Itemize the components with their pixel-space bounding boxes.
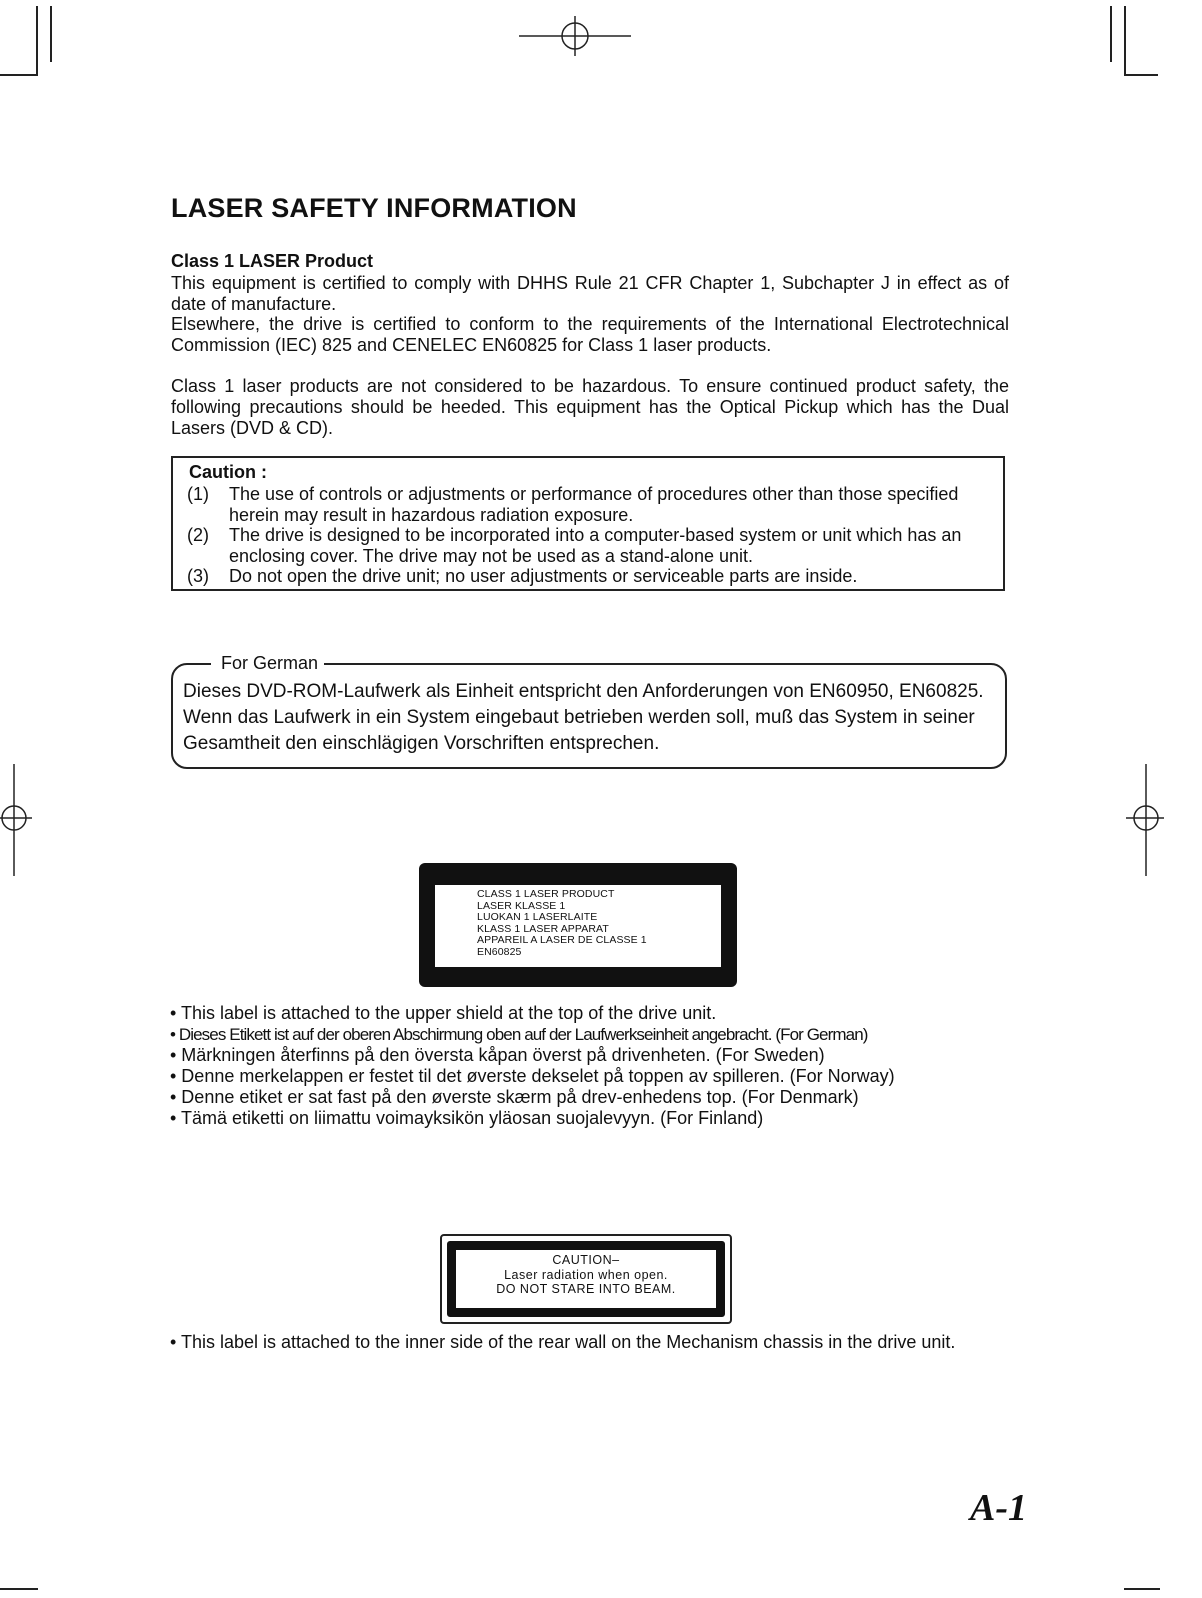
corner-mark-bottom-right <box>1124 1588 1160 1590</box>
caution-item-text: The use of controls or adjustments or performance of procedures other than those specified herein may result in hazardous radiation exposure. <box>229 484 959 525</box>
paragraph-precautions: Class 1 laser products are not considered to be hazardous. To ensure continued product safety, the following precautions should be heeded. This equipment has the Optical Pickup which has the Dual Lasers (DVD & CD). <box>171 376 1009 438</box>
caution-item-text: The drive is designed to be incorporated into a computer-based system or unit which has an enclosing cover. The drive may not be used as a stand-alone unit. <box>229 525 962 566</box>
section-subheading: Class 1 LASER Product <box>171 251 374 271</box>
registration-mark-top <box>515 14 635 58</box>
registration-mark-right <box>1124 762 1166 878</box>
paragraph-iec: Elsewhere, the drive is certified to conform to the requirements of the International Electrotechnical Commission (IEC) 825 and CENELEC EN60825 for Class 1 laser products. <box>171 314 1009 355</box>
label-location-item: • This label is attached to the upper shield at the top of the drive unit. <box>170 1003 717 1023</box>
registration-mark-left <box>0 762 34 878</box>
radiation-label-location: • This label is attached to the inner side of the rear wall on the Mechanism chassis in the drive unit. <box>170 1332 956 1352</box>
caution-item-number: (2) <box>187 525 209 545</box>
german-notice-box <box>171 653 1007 769</box>
class1-laser-label <box>419 863 737 987</box>
label-line: CAUTION– <box>552 1253 620 1267</box>
german-notice-text: Dieses DVD-ROM-Laufwerk als Einheit entspricht den Anforderungen von EN60950, EN60825. Wenn das Laufwerk in ein System eingebaut betrieben werden soll, muß das System in seiner Gesamtheit den einschlägigen Vorschriften entsprechen. <box>183 681 984 754</box>
label-line: Laser radiation when open. <box>504 1267 668 1282</box>
label-location-list <box>170 1003 1030 1129</box>
label-line: KLASS 1 LASER APPARAT <box>477 922 609 935</box>
label-location-item: • Dieses Etikett ist auf der oberen Abschirmung oben auf der Laufwerkseinheit angebracht. (For German) <box>170 1025 868 1044</box>
radiation-caution-label-text <box>447 1241 725 1317</box>
label-line: DO NOT STARE INTO BEAM. <box>496 1282 676 1296</box>
caution-list <box>187 484 993 587</box>
label-line: LASER KLASSE 1 <box>477 899 566 912</box>
radiation-caution-label <box>440 1234 732 1324</box>
label-location-item: • Denne etiket er sat fast på den øverste skærm på drev-enhedens top. (For Denmark) <box>170 1087 859 1107</box>
caution-item-text: Do not open the drive unit; no user adjustments or serviceable parts are inside. <box>229 566 858 586</box>
corner-mark-bottom-left <box>0 1588 38 1590</box>
paragraph-dhhs: This equipment is certified to comply with DHHS Rule 21 CFR Chapter 1, Subchapter J in effect as of date of manufacture. <box>171 273 1009 314</box>
label-location-item: • Märkningen återfinns på den översta kåpan överst på drivenheten. (For Sweden) <box>170 1045 825 1065</box>
caution-item <box>187 566 993 587</box>
caution-item <box>187 525 993 566</box>
class1-laser-label-text <box>435 885 721 967</box>
label-line: EN60825 <box>477 945 522 958</box>
label-line: APPAREIL A LASER DE CLASSE 1 <box>477 934 647 946</box>
caution-box <box>171 456 1005 591</box>
label-line: LUOKAN 1 LASERLAITE <box>477 911 598 923</box>
label-location-item: • Denne merkelappen er festet til det øverste dekselet på toppen av spilleren. (For Norway) <box>170 1066 895 1086</box>
caution-title: Caution : <box>189 462 267 482</box>
german-notice-legend: For German <box>211 653 324 674</box>
caution-item <box>187 484 993 525</box>
caution-item-number: (1) <box>187 484 209 504</box>
page-title: LASER SAFETY INFORMATION <box>171 193 577 223</box>
caution-item-number: (3) <box>187 566 209 586</box>
page-number: A-1 <box>970 1487 1027 1529</box>
label-location-item: • Tämä etiketti on liimattu voimayksikön yläosan suojalevyyn. (For Finland) <box>170 1108 764 1128</box>
label-line: CLASS 1 LASER PRODUCT <box>477 888 615 900</box>
